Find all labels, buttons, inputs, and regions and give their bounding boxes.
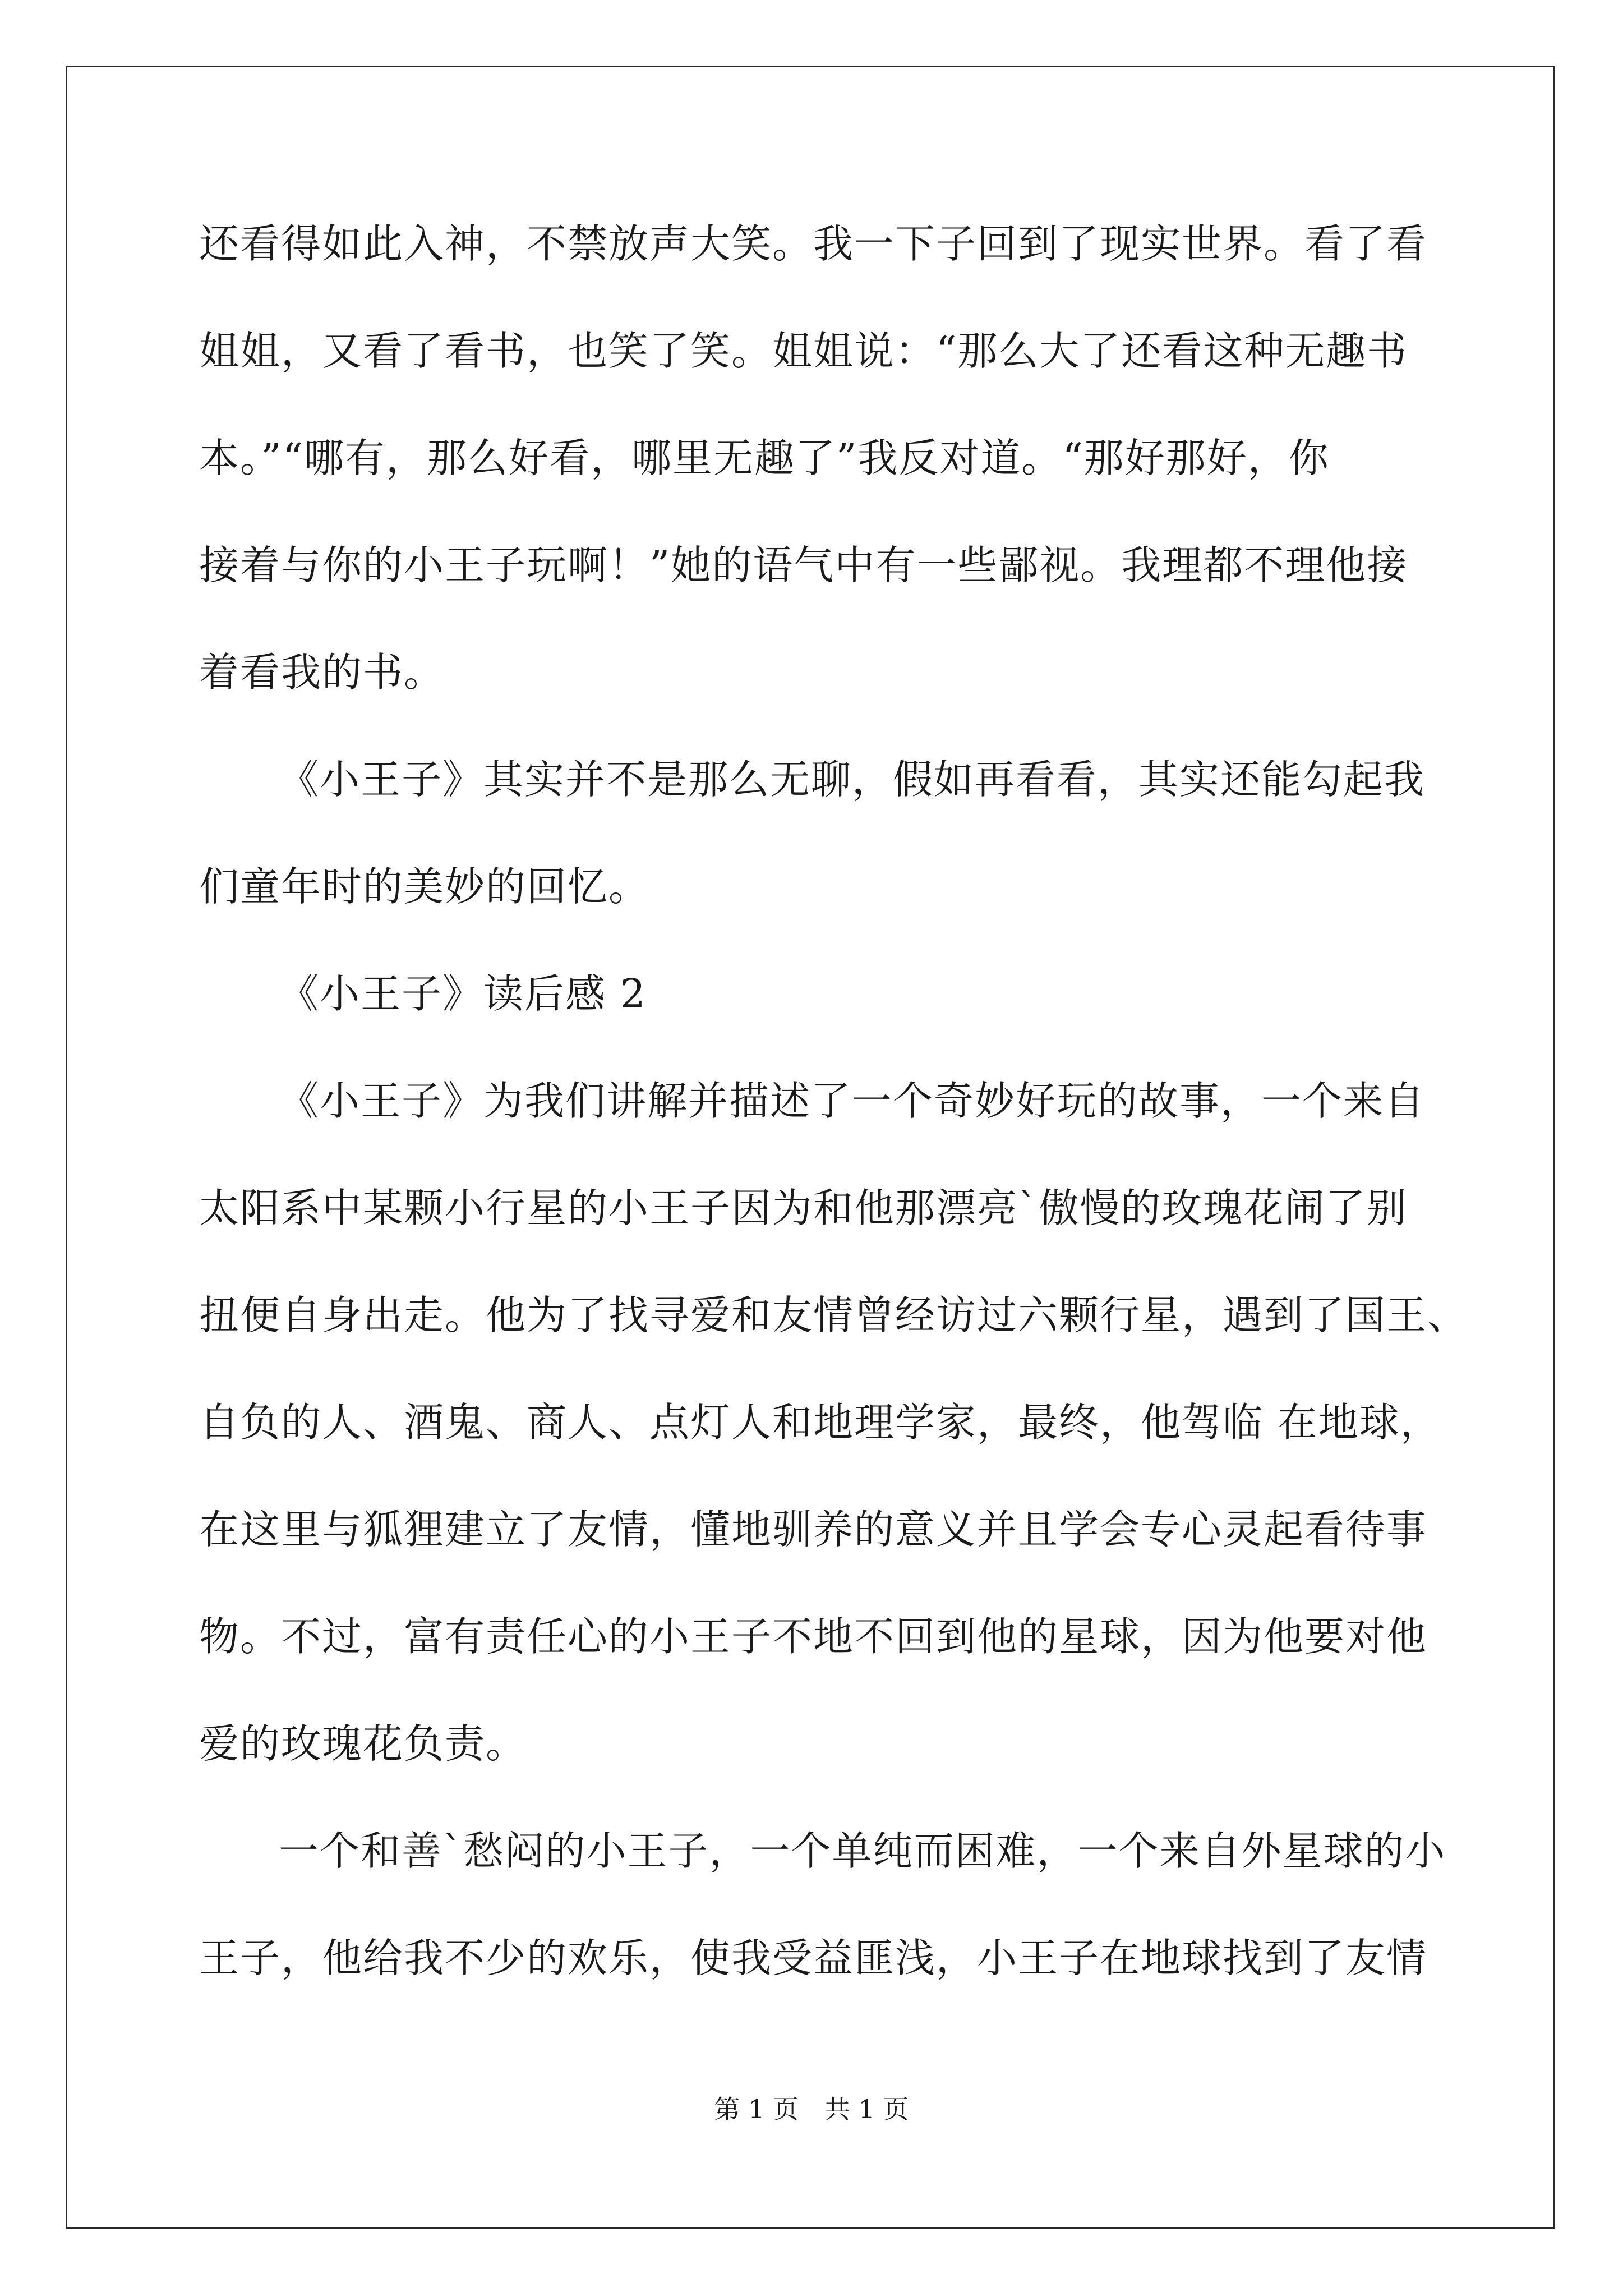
text-line: 还看得如此入神，不禁放声大笑。我一下子回到了现实世界。看了看 bbox=[199, 220, 1428, 267]
page-footer bbox=[0, 2092, 1623, 2126]
text-line: 《小王子》为我们讲解并描述了一个奇妙好玩的故事，一个来自 bbox=[279, 1078, 1426, 1124]
text-line: 太阳系中某颗小行星的小王子因为和他那漂亮`傲慢的玫瑰花闹了别 bbox=[199, 1185, 1408, 1231]
section-heading: 《小王子》读后感 2 bbox=[279, 970, 647, 1017]
text-line: 本。”“哪有，那么好看，哪里无趣了”我反对道。“那好那好，你 bbox=[199, 435, 1330, 481]
page-border bbox=[66, 66, 1555, 2229]
text-line: 物。不过，富有责任心的小王子不地不回到他的星球，因为他要对他 bbox=[199, 1613, 1428, 1660]
text-line: 姐姐，又看了看书，也笑了笑。姐姐说：“那么大了还看这种无趣书 bbox=[199, 328, 1408, 374]
text-line: 扭便自身出走。他为了找寻爱和友情曾经访过六颗行星，遇到了国王、 bbox=[199, 1292, 1469, 1338]
text-line: 爱的玫瑰花负责。 bbox=[199, 1720, 527, 1767]
text-line: 《小王子》其实并不是那么无聊，假如再看看，其实还能勾起我 bbox=[279, 756, 1426, 803]
page-number: 第 1 页 bbox=[714, 2094, 799, 2124]
text-line: 接着与你的小王子玩啊！”她的语气中有一些鄙视。我理都不理他接 bbox=[199, 542, 1408, 588]
text-line: 自负的人、酒鬼、商人、点灯人和地理学家，最终，他驾临 在地球， bbox=[199, 1399, 1441, 1446]
text-line: 们童年时的美妙的回忆。 bbox=[199, 863, 650, 910]
page-total: 共 1 页 bbox=[824, 2094, 909, 2124]
text-line: 一个和善`愁闷的小王子，一个单纯而困难，一个来自外星球的小 bbox=[279, 1828, 1446, 1874]
text-line: 着看我的书。 bbox=[199, 649, 445, 696]
text-line: 王子，他给我不少的欢乐，使我受益匪浅，小王子在地球找到了友情 bbox=[199, 1935, 1428, 1981]
text-line: 在这里与狐狸建立了友情，懂地驯养的意义并且学会专心灵起看待事 bbox=[199, 1506, 1428, 1553]
